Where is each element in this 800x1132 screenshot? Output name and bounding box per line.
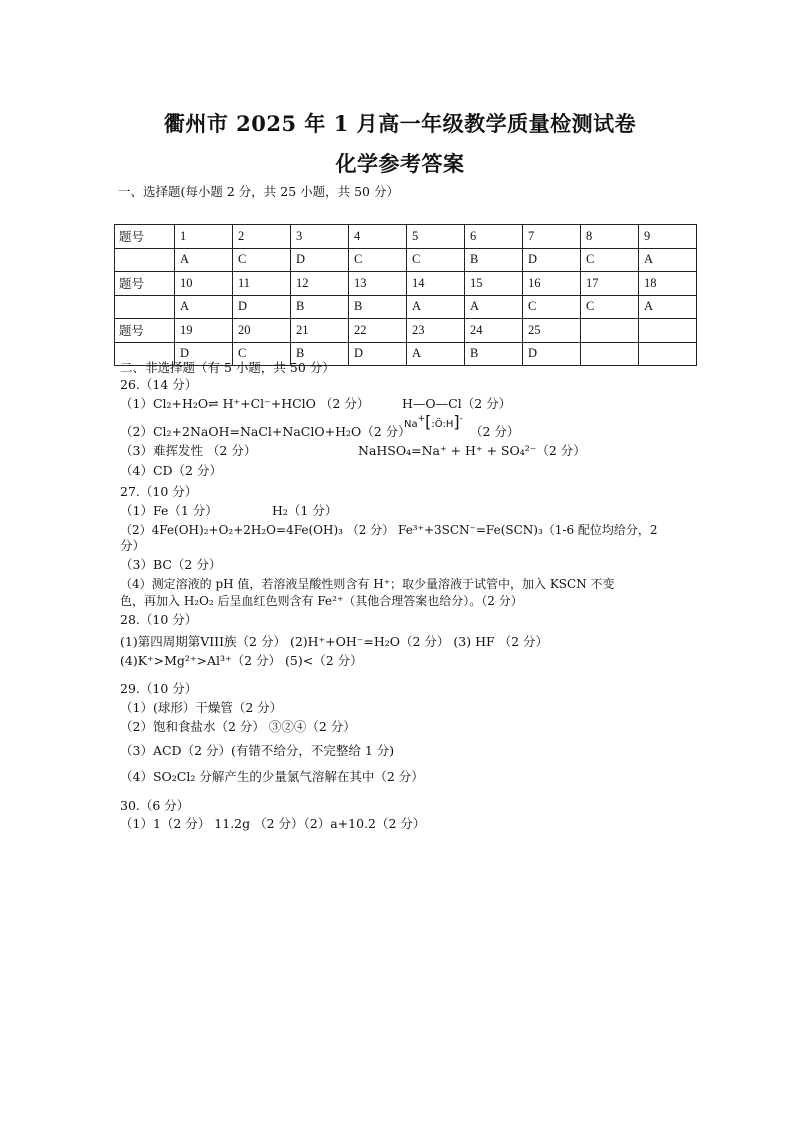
table-cell: 13 xyxy=(349,272,407,296)
table-row-header-cell: 题号 xyxy=(115,319,175,343)
q29-line1: （1）(球形）干燥管（2 分） xyxy=(120,700,283,715)
table-cell: 18 xyxy=(639,272,697,296)
q26-line3b: NaHSO₄=Na⁺ + H⁺ + SO₄²⁻（2 分） xyxy=(358,443,586,458)
table-cell: C xyxy=(233,248,291,272)
table-cell: D xyxy=(523,342,581,366)
table-cell: 20 xyxy=(233,319,291,343)
table-cell: B xyxy=(349,295,407,319)
table-row xyxy=(115,248,697,272)
q29-line2: （2）饱和食盐水（2 分） ③②④（2 分） xyxy=(120,719,356,734)
q26-head: 26.（14 分） xyxy=(120,377,198,392)
table-cell: 24 xyxy=(465,319,523,343)
table-cell: A xyxy=(639,248,697,272)
answer-table xyxy=(114,224,697,366)
table-cell: 5 xyxy=(407,225,465,249)
oh-charge: - xyxy=(459,414,463,424)
q26-line2a: （2）Cl₂+2NaOH=NaCl+NaClO+H₂O（2 分） xyxy=(120,424,411,439)
q26-line4: （4）CD（2 分） xyxy=(120,463,222,478)
table-cell: 12 xyxy=(291,272,349,296)
q26-line3a: （3）难挥发性 （2 分） xyxy=(120,443,257,458)
table-cell: 25 xyxy=(523,319,581,343)
table-cell: B xyxy=(465,248,523,272)
table-cell: 22 xyxy=(349,319,407,343)
table-cell: B xyxy=(291,295,349,319)
q27-line4-cont: 色，再加入 H₂O₂ 后呈血红色则含有 Fe²⁺（其他合理答案也给分）。（2 分） xyxy=(120,594,523,608)
table-cell: 9 xyxy=(639,225,697,249)
table-cell: C xyxy=(523,295,581,319)
q26-line1a: （1）Cl₂+H₂O⇌ H⁺+Cl⁻+HClO （2 分） xyxy=(120,396,370,411)
table-row-header-cell xyxy=(115,295,175,319)
table-cell: B xyxy=(291,342,349,366)
q27-line4: （4）测定溶液的 pH 值，若溶液呈酸性则含有 H⁺；取少量溶液于试管中，加入 KSCN 不变 xyxy=(120,577,615,591)
table-cell: D xyxy=(233,295,291,319)
table-cell: B xyxy=(465,342,523,366)
table-cell: 7 xyxy=(523,225,581,249)
table-cell: A xyxy=(407,342,465,366)
q28-line2: (4)K⁺>Mg²⁺>Al³⁺（2 分） (5)<（2 分） xyxy=(120,653,363,668)
naoh-electron-formula: Na+[:Ö:H]- xyxy=(404,412,463,431)
table-cell: A xyxy=(407,295,465,319)
table-cell: C xyxy=(581,248,639,272)
oh-inner: :Ö:H xyxy=(431,419,454,430)
q26-line1b: H—O—Cl（2 分） xyxy=(402,396,512,411)
table-cell xyxy=(581,319,639,343)
q29-line3: （3）ACD（2 分）(有错不给分，不完整给 1 分) xyxy=(120,743,395,758)
table-cell: 4 xyxy=(349,225,407,249)
q28-head: 28.（10 分） xyxy=(120,612,198,627)
table-cell: C xyxy=(233,342,291,366)
table-cell: 11 xyxy=(233,272,291,296)
table-row xyxy=(115,319,697,343)
table-cell: 3 xyxy=(291,225,349,249)
table-cell: C xyxy=(407,248,465,272)
table-cell: 2 xyxy=(233,225,291,249)
q27-line3: （3）BC（2 分） xyxy=(120,557,222,572)
table-cell: 10 xyxy=(175,272,233,296)
table-cell: 17 xyxy=(581,272,639,296)
q30-head: 30.（6 分） xyxy=(120,798,190,813)
table-cell: 16 xyxy=(523,272,581,296)
na-symbol: Na xyxy=(404,419,418,430)
q27-line1a: （1）Fe（1 分） xyxy=(120,503,218,518)
table-cell: 14 xyxy=(407,272,465,296)
na-charge: + xyxy=(417,414,426,424)
table-cell: D xyxy=(349,342,407,366)
table-cell: A xyxy=(175,295,233,319)
table-cell: D xyxy=(175,342,233,366)
table-cell xyxy=(639,342,697,366)
q27-line2: （2）4Fe(OH)₂+O₂+2H₂O=4Fe(OH)₃ （2 分） Fe³⁺+3SCN⁻=Fe(SCN)₃（1-6 配位均给分，2 xyxy=(120,523,658,537)
table-cell: 15 xyxy=(465,272,523,296)
page-title: 衢州市 2025 年 1 月高一年级教学质量检测试卷 xyxy=(163,111,637,136)
table-cell xyxy=(581,342,639,366)
table-cell: 23 xyxy=(407,319,465,343)
table-row xyxy=(115,272,697,296)
section1-heading: 一、选择题(每小题 2 分，共 25 小题，共 50 分） xyxy=(118,184,399,199)
table-cell: D xyxy=(523,248,581,272)
table-cell: 21 xyxy=(291,319,349,343)
table-row-header-cell: 题号 xyxy=(115,225,175,249)
table-cell: 8 xyxy=(581,225,639,249)
table-cell: C xyxy=(349,248,407,272)
table-cell: 1 xyxy=(175,225,233,249)
table-cell: 6 xyxy=(465,225,523,249)
table-row xyxy=(115,225,697,249)
q30-line1: （1）1（2 分） 11.2g （2 分）（2）a+10.2（2 分） xyxy=(120,816,426,831)
table-cell: D xyxy=(291,248,349,272)
table-cell: A xyxy=(639,295,697,319)
q27-line2-cont: 分） xyxy=(120,538,146,553)
q27-head: 27.（10 分） xyxy=(120,484,198,499)
table-cell: C xyxy=(581,295,639,319)
table-cell: A xyxy=(465,295,523,319)
table-cell xyxy=(639,319,697,343)
section2-heading: 二、非选择题（有 5 小题，共 50 分） xyxy=(120,360,335,375)
table-row xyxy=(115,295,697,319)
q28-line1: (1)第四周期第VIII族（2 分） (2)H⁺+OH⁻=H₂O（2 分） (3) HF （2 分） xyxy=(120,634,549,649)
table-row-header-cell: 题号 xyxy=(115,272,175,296)
table-row-header-cell xyxy=(115,248,175,272)
q27-line1b: H₂（1 分） xyxy=(272,503,338,518)
page-subtitle: 化学参考答案 xyxy=(335,151,465,176)
q26-line2b: （2 分） xyxy=(470,424,520,439)
table-cell: A xyxy=(175,248,233,272)
q29-head: 29.（10 分） xyxy=(120,681,198,696)
table-cell: 19 xyxy=(175,319,233,343)
q29-line4: （4）SO₂Cl₂ 分解产生的少量氯气溶解在其中（2 分） xyxy=(120,769,424,784)
